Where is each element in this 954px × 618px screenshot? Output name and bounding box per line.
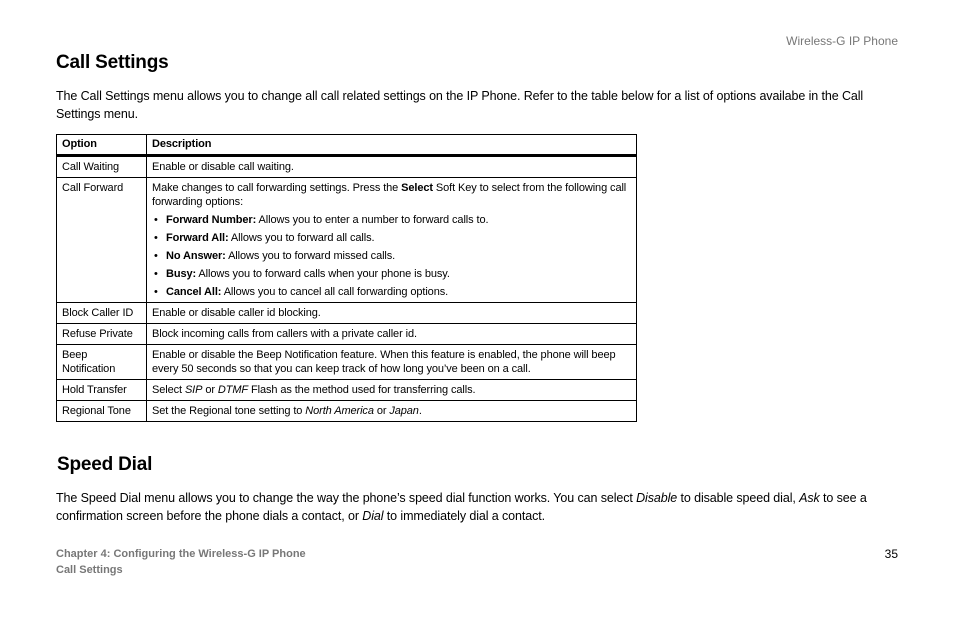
- description-text: or: [202, 384, 218, 396]
- description-text: Select: [152, 384, 185, 396]
- section-title-speed-dial: Speed Dial: [57, 454, 153, 475]
- option-cell: Regional Tone: [57, 401, 147, 422]
- option-cell: Hold Transfer: [57, 380, 147, 401]
- column-header-option: Option: [57, 135, 147, 156]
- option-cell: Block Caller ID: [57, 303, 147, 324]
- description-cell: Enable or disable call waiting.: [147, 156, 637, 178]
- ask-option: Ask: [799, 491, 820, 505]
- bullet-term: Cancel All:: [166, 286, 222, 298]
- table-row: [57, 345, 637, 380]
- list-item: [152, 267, 631, 281]
- bullet-text: Allows you to forward all calls.: [228, 232, 375, 244]
- running-header: Wireless-G IP Phone: [786, 34, 898, 48]
- bullet-text: Allows you to forward missed calls.: [225, 250, 396, 262]
- bullet-term: Forward All:: [166, 232, 229, 244]
- list-item: [152, 285, 631, 299]
- dial-option: Dial: [362, 509, 384, 523]
- table-row: [57, 401, 637, 422]
- bullet-term: No Answer:: [166, 250, 226, 262]
- description-text: .: [418, 405, 422, 417]
- table-row: [57, 324, 637, 345]
- dtmf-option: DTMF: [217, 384, 249, 396]
- forward-options-list: [152, 213, 631, 299]
- table-row: [57, 178, 637, 303]
- section-title-call-settings: Call Settings: [56, 52, 169, 73]
- table-row: [57, 156, 637, 178]
- option-cell: Call Forward: [57, 178, 147, 303]
- option-cell: Beep Notification: [57, 345, 147, 380]
- call-settings-intro: The Call Settings menu allows you to change all call related settings on the IP Phone. Refer to the table below for a list of options availabe in the Call Settings menu.: [56, 89, 864, 121]
- table-row: [57, 380, 637, 401]
- sip-option: SIP: [184, 384, 203, 396]
- paragraph-text: to see a confirmation screen before the phone dials a contact, or: [56, 491, 867, 523]
- table-row: [57, 303, 637, 324]
- paragraph-text: to immediately dial a contact.: [383, 509, 545, 523]
- description-text: Soft Key to select from the following call forwarding options:: [152, 182, 627, 208]
- call-settings-table: [56, 134, 637, 422]
- description-text: or: [373, 405, 390, 417]
- description-cell: Block incoming calls from callers with a private caller id.: [147, 324, 637, 345]
- bullet-text: Allows you to forward calls when your phone is busy.: [196, 268, 450, 280]
- footer-section: Call Settings: [56, 564, 123, 576]
- north-america-option: North America: [305, 405, 374, 417]
- bullet-text: Allows you to enter a number to forward calls to.: [256, 214, 489, 226]
- description-cell: [147, 178, 637, 303]
- paragraph-text: The Speed Dial menu allows you to change the way the phone’s speed dial function works. You can select: [56, 491, 637, 505]
- description-text: Set the Regional tone setting to: [152, 405, 306, 417]
- description-cell: [147, 401, 637, 422]
- page-footer: [56, 546, 306, 578]
- option-cell: Refuse Private: [57, 324, 147, 345]
- disable-option: Disable: [636, 491, 678, 505]
- japan-option: Japan: [389, 405, 419, 417]
- description-cell: [147, 380, 637, 401]
- speed-dial-intro: [56, 489, 871, 525]
- footer-chapter: Chapter 4: Configuring the Wireless-G IP Phone: [56, 548, 306, 560]
- list-item: [152, 213, 631, 227]
- description-cell: Enable or disable the Beep Notification feature. When this feature is enabled, the phone will beep every 50 seconds so that you can keep track of how long you’ve been on a call.: [147, 345, 637, 380]
- description-text: Make changes to call forwarding settings. Press the: [152, 182, 402, 194]
- bullet-text: Allows you to cancel all call forwarding options.: [221, 286, 449, 298]
- bullet-term: Forward Number:: [166, 214, 257, 226]
- paragraph-text: to disable speed dial,: [677, 491, 800, 505]
- list-item: [152, 249, 631, 263]
- bullet-term: Busy:: [166, 268, 197, 280]
- option-cell: Call Waiting: [57, 156, 147, 178]
- description-cell: Enable or disable caller id blocking.: [147, 303, 637, 324]
- list-item: [152, 231, 631, 245]
- description-text: Flash as the method used for transferring calls.: [248, 384, 476, 396]
- column-header-description: Description: [147, 135, 637, 156]
- select-key-label: Select: [401, 182, 433, 194]
- page-number: 35: [884, 547, 898, 561]
- table-header-row: [57, 135, 637, 156]
